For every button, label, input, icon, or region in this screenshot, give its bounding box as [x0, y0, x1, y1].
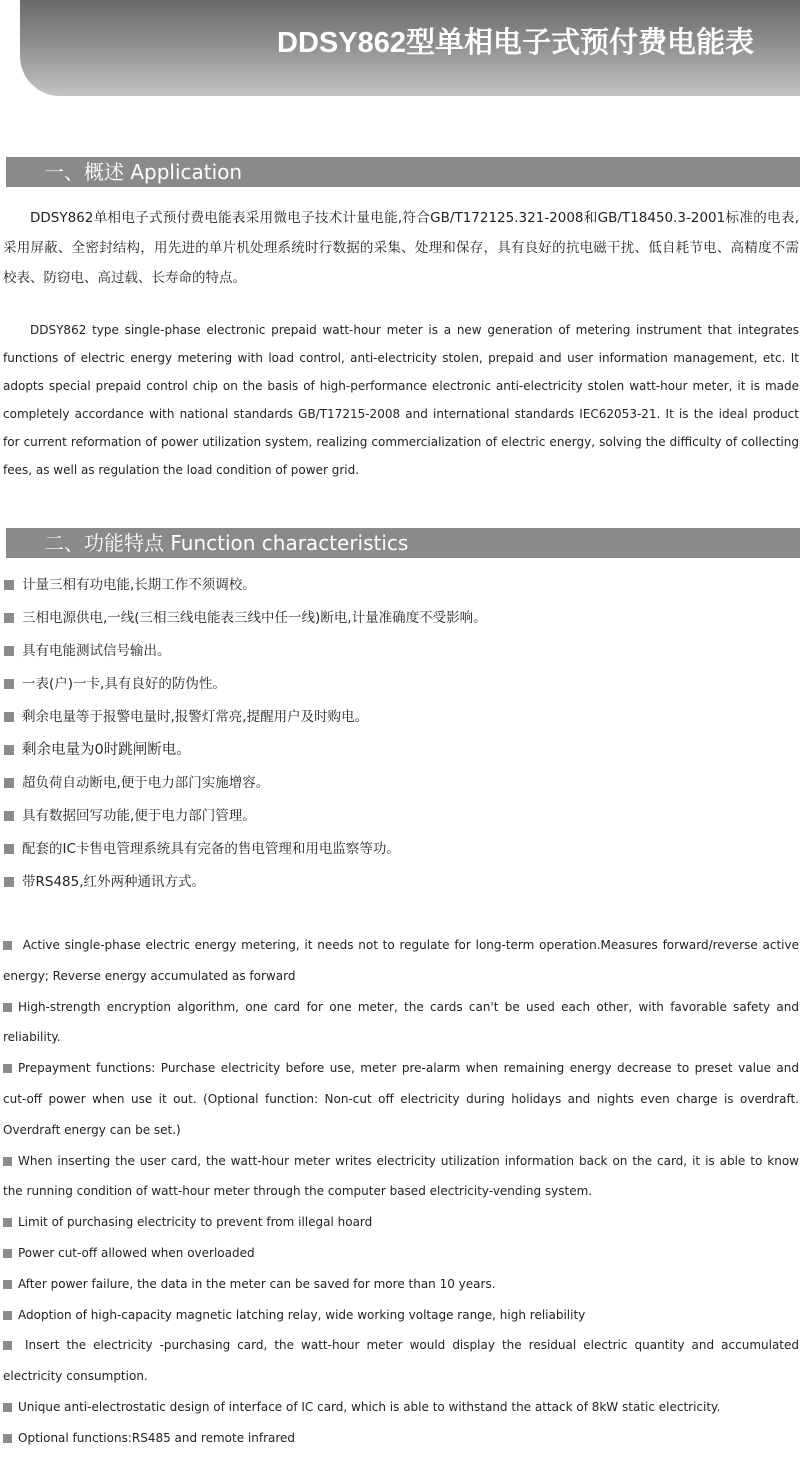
list-item: 计量三相有功电能,长期工作不须调校。 — [4, 569, 800, 602]
page-title: DDSY862型单相电子式预付费电能表 — [277, 27, 754, 59]
features-en-list — [3, 930, 799, 1454]
square-bullet-icon — [4, 580, 14, 590]
section-header-application — [6, 157, 800, 187]
list-item: 带RS485,红外两种通讯方式。 — [4, 866, 800, 899]
square-bullet-icon — [4, 646, 14, 656]
list-item: Optional functions:RS485 and remote infrared — [3, 1423, 799, 1454]
list-item: After power failure, the data in the meter can be saved for more than 10 years. — [3, 1269, 799, 1300]
square-bullet-icon — [3, 1311, 12, 1320]
list-item: 三相电源供电,一线(三相三线电能表三线中任一线)断电,计量准确度不受影响。 — [4, 602, 800, 635]
list-item: Insert the electricity -purchasing card, the watt-hour meter would display the residual electric quantity and accumulated electricity consumption. — [3, 1338, 799, 1384]
square-bullet-icon — [3, 1157, 12, 1166]
list-item: 剩余电量为0时跳闸断电。 — [4, 734, 800, 767]
list-item: 超负荷自动断电,便于电力部门实施增容。 — [4, 767, 800, 800]
square-bullet-icon — [3, 1341, 12, 1350]
list-item: 具有电能测试信号输出。 — [4, 635, 800, 668]
section-title: 一、概述 Application — [44, 160, 243, 184]
overview-en-paragraph: DDSY862 type single-phase electronic prepaid watt-hour meter is a new generation of metering instrument that integrates functions of electric energy metering with load control, anti-electricity stolen, prepaid and user information management, etc. It adopts special prepaid control chip on the basis of high-performance electronic anti-electricity stolen watt-hour meter, it is made completely accordance with national standards GB/T17215-2008 and international standards IEC62053-21. It is the ideal product for current reformation of power utilization system, realizing commercialization of electric energy, solving the difficulty of collecting fees, as well as regulation the load condition of power grid. — [3, 323, 799, 477]
square-bullet-icon — [3, 1280, 12, 1289]
features-zh-list — [4, 569, 800, 899]
section-title: 二、功能特点 Function characteristics — [44, 531, 409, 555]
list-item: Power cut-off allowed when overloaded — [3, 1238, 799, 1269]
square-bullet-icon — [4, 844, 14, 854]
list-item: Adoption of high-capacity magnetic latching relay, wide working voltage range, high reliability — [3, 1300, 799, 1331]
section-header-function-characteristics — [6, 528, 800, 558]
square-bullet-icon — [4, 745, 14, 755]
list-item: 剩余电量等于报警电量时,报警灯常亮,提醒用户及时购电。 — [4, 701, 800, 734]
list-item: Unique anti-electrostatic design of interface of IC card, which is able to withstand the attack of 8kW static electricity. — [3, 1392, 799, 1423]
square-bullet-icon — [3, 1403, 12, 1412]
square-bullet-icon — [3, 1064, 12, 1073]
square-bullet-icon — [4, 778, 14, 788]
square-bullet-icon — [4, 811, 14, 821]
square-bullet-icon — [4, 877, 14, 887]
square-bullet-icon — [3, 941, 12, 950]
list-item: When inserting the user card, the watt-hour meter writes electricity utilization information back on the card, it is able to know the running condition of watt-hour meter through the computer based electricity-vending system. — [3, 1153, 799, 1199]
title-banner — [20, 0, 800, 96]
square-bullet-icon — [4, 679, 14, 689]
square-bullet-icon — [3, 1434, 12, 1443]
list-item: Prepayment functions: Purchase electricity before use, meter pre-alarm when remaining energy decrease to preset value and cut-off power when use it out. (Optional function: Non-cut off electricity during holidays and nights even charge is overdraft. Overdraft energy can be set.) — [3, 1061, 799, 1137]
square-bullet-icon — [3, 1003, 12, 1012]
list-item: Active single-phase electric energy metering, it needs not to regulate for long-term operation.Measures forward/reverse active energy; Reverse energy accumulated as forward — [3, 938, 799, 983]
list-item: Limit of purchasing electricity to prevent from illegal hoard — [3, 1207, 799, 1238]
square-bullet-icon — [4, 712, 14, 722]
square-bullet-icon — [4, 613, 14, 623]
list-item: 配套的IC卡售电管理系统具有完备的售电管理和用电监察等功。 — [4, 833, 800, 866]
square-bullet-icon — [3, 1249, 12, 1258]
overview-zh-paragraph: DDSY862单相电子式预付费电能表采用微电子技术计量电能,符合GB/T172125.321-2008和GB/T18450.3-2001标准的电表,采用屏蔽、全密封结构，用先进的单片机处理系统时行数据的采集、处理和保存，具有良好的抗电磁干扰、低自耗节电、高精度不需校表、防窃电、高过载、长寿命的特点。 — [3, 210, 799, 286]
square-bullet-icon — [3, 1218, 12, 1227]
list-item: 具有数据回写功能,便于电力部门管理。 — [4, 800, 800, 833]
list-item: 一表(户)一卡,具有良好的防伪性。 — [4, 668, 800, 701]
list-item: High-strength encryption algorithm, one card for one meter, the cards can't be used each other, with favorable safety and reliability. — [3, 999, 799, 1045]
